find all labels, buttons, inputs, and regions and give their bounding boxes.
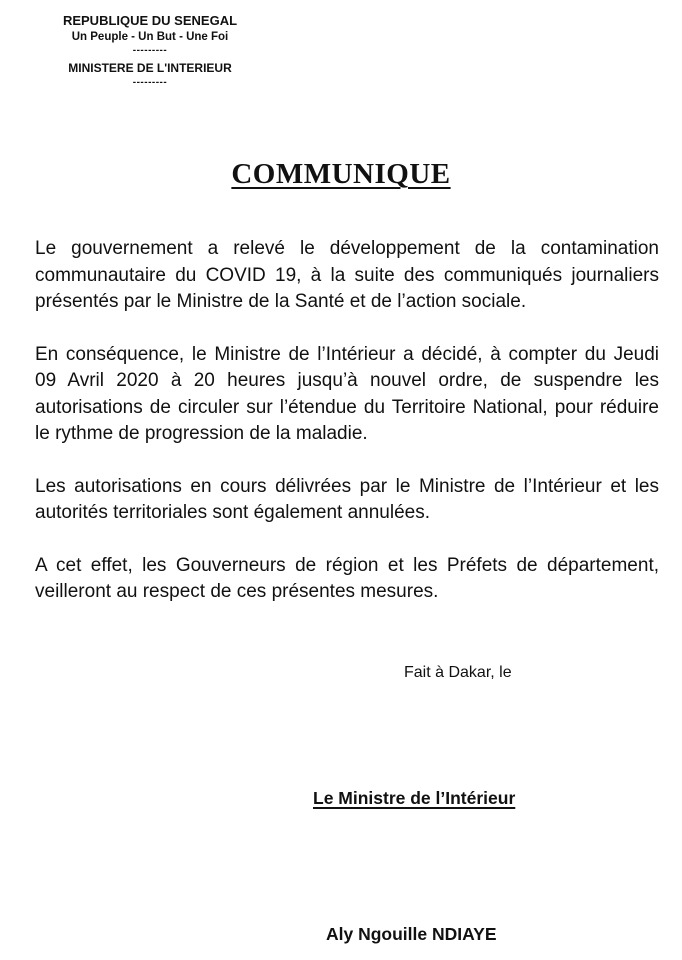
signatory-title: Le Ministre de l’Intérieur [313,788,516,808]
paragraph: En conséquence, le Ministre de l’Intérieur a décidé, à compter du Jeudi 09 Avril 2020 à 20 heures jusqu’à nouvel ordre, de suspendre les autorisations de circuler sur l’étendue du Territoire National, pour réduire le rythme de progression de la maladie. [35,343,659,444]
separator-line: --------- [132,77,168,88]
place-and-date: Fait à Dakar, le [404,664,512,681]
paragraph: Le gouvernement a relevé le développement de la contamination communautaire du COVID 19, à la suite des communiqués journaliers présentés par le Ministre de la Santé et de l’action sociale. [35,238,659,312]
paragraph: Les autorisations en cours délivrées par le Ministre de l’Intérieur et les autorités territoriales sont également annulées. [35,475,659,523]
national-motto: Un Peuple - Un But - Une Foi [71,31,229,43]
signatory-name: Aly Ngouille NDIAYE [326,924,497,944]
country-name: REPUBLIQUE DU SENEGAL [62,13,238,28]
document-title: COMMUNIQUE [231,158,451,190]
letterhead [30,12,270,88]
separator-line: --------- [132,45,168,56]
paragraph: A cet effet, les Gouverneurs de région et les Préfets de département, veilleront au respect de ces présentes mesures. [35,554,659,602]
communique-body [35,236,659,632]
ministry-name: MINISTERE DE L'INTERIEUR [68,61,232,75]
